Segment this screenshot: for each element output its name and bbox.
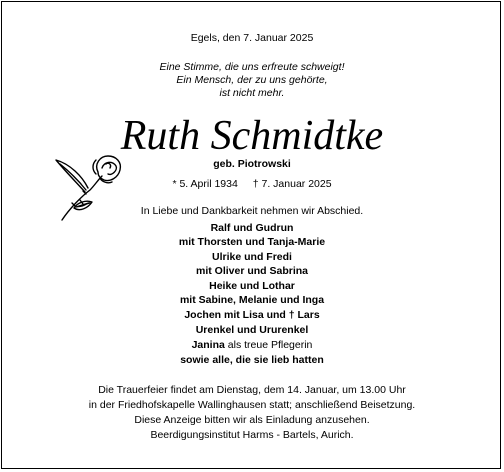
life-dates — [0, 177, 504, 191]
death-date: † 7. Januar 2025 — [252, 178, 332, 190]
place-date: Egels, den 7. Januar 2025 — [190, 32, 314, 44]
farewell-intro: In Liebe und Dankbarkeit nehmen wir Abschied. — [140, 205, 364, 217]
mourner-line: mit Oliver und Sabrina — [195, 265, 309, 277]
maiden-name: geb. Piotrowski — [213, 158, 291, 170]
poem-line-2: Ein Mensch, der zu uns gehörte, — [176, 74, 328, 86]
closing-mourners: sowie alle, die sie lieb hatten — [180, 354, 324, 366]
funeral-info-line: Die Trauerfeier findet am Dienstag, dem 14. Januar, um 13.00 Uhr — [98, 384, 406, 396]
deceased-name: Ruth Schmidtke — [120, 113, 384, 159]
mourner-line: Heike und Lothar — [209, 280, 295, 292]
caregiver-role: als treue Pflegerin — [227, 339, 313, 351]
mourner-line: mit Thorsten und Tanja-Marie — [178, 236, 326, 248]
funeral-home: Beerdigungsinstitut Harms - Bartels, Aurich. — [150, 429, 354, 441]
poem-line-1: Eine Stimme, die uns erfreute schweigt! — [159, 61, 345, 73]
caregiver-name: Janina — [191, 339, 225, 351]
mourner-line: Ralf und Gudrun — [210, 222, 294, 234]
mourner-line: Ulrike und Fredi — [212, 251, 292, 263]
funeral-info-line: in der Friedhofskapelle Wallinghausen statt; anschließend Beisetzung. — [88, 399, 416, 411]
poem-line-3: ist nicht mehr. — [219, 87, 285, 99]
funeral-info-line: Diese Anzeige bitten wir als Einladung anzusehen. — [134, 414, 370, 426]
mourner-line: Urenkel und Ururenkel — [195, 324, 309, 336]
birth-date: * 5. April 1934 — [172, 178, 238, 190]
caregiver-line — [0, 338, 504, 352]
mourner-line: mit Sabine, Melanie und Inga — [179, 294, 325, 306]
mourner-line: Jochen mit Lisa und † Lars — [184, 309, 320, 321]
